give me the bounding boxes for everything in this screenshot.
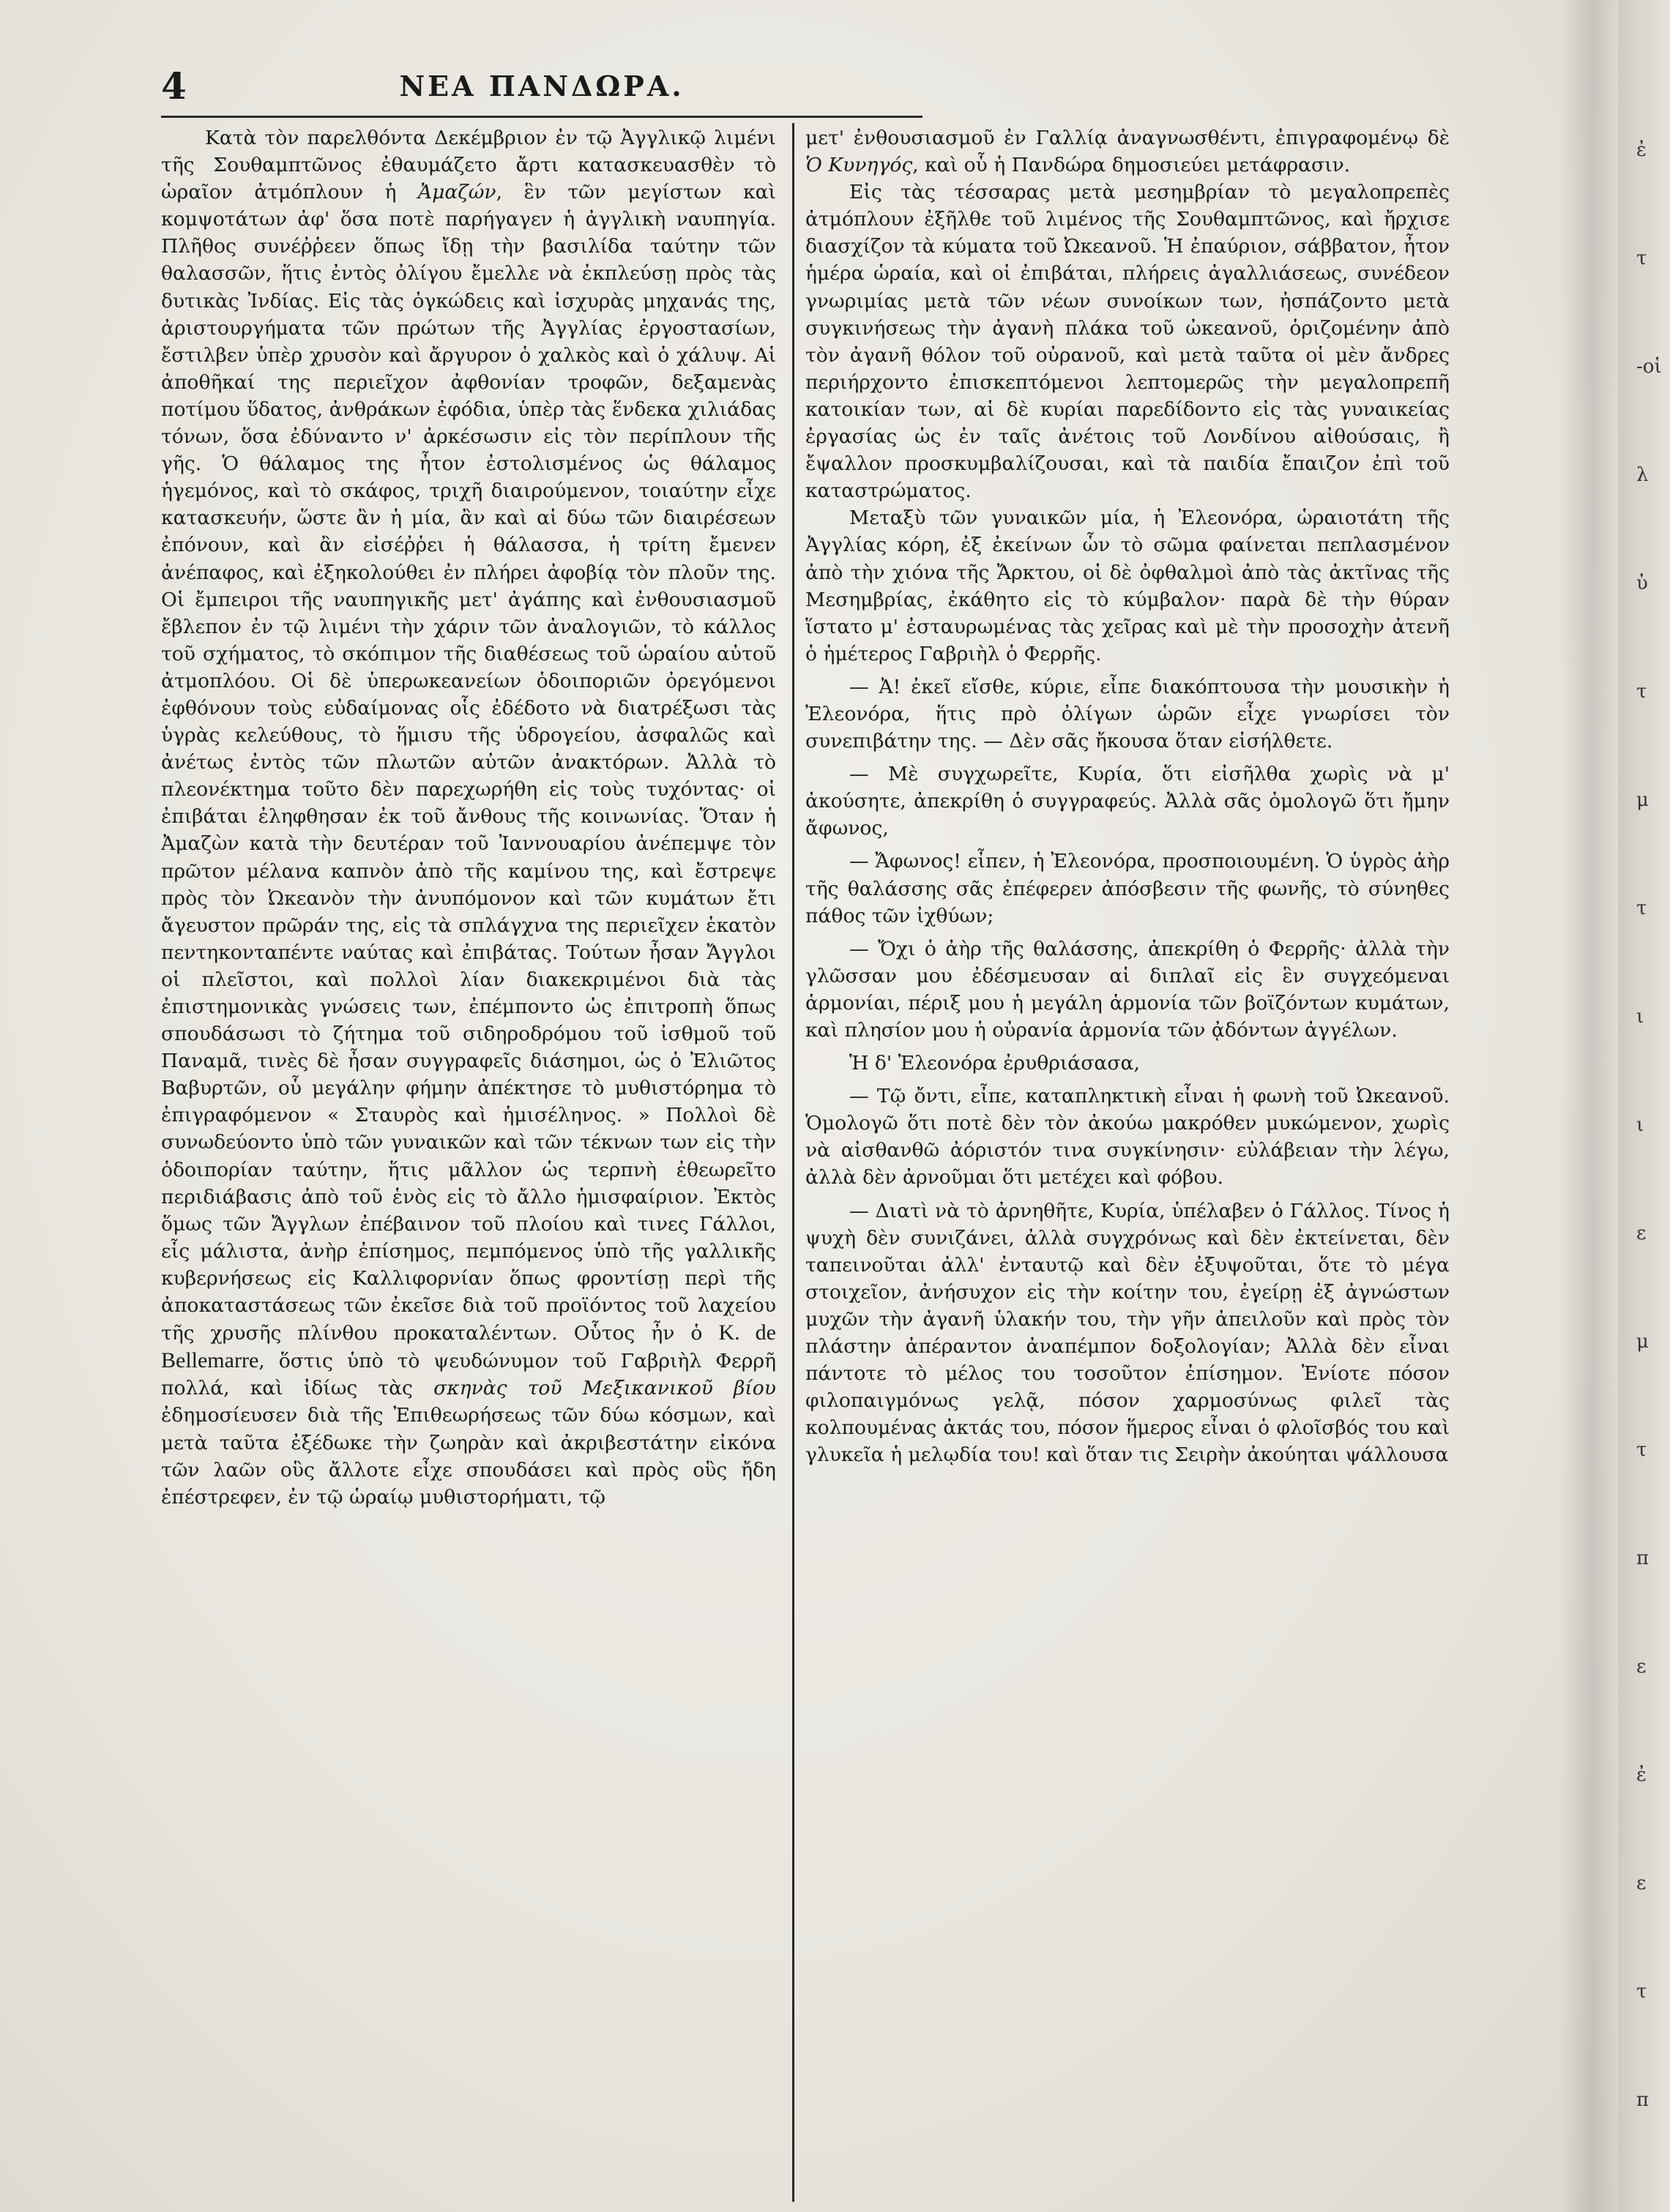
article-paragraph: Μεταξὺ τῶν γυναικῶν μία, ἡ Ἐλεονόρα, ὡραιοτάτη τῆς Ἀγγλίας κόρη, ἐξ ἐκείνων ὧν τὸ σῶμα φαίνεται πεπλασμένον ἀπὸ τὴν χιόνα τῆς Ἄρκτου, οἱ δὲ ὀφθαλμοὶ ἀπὸ τὰς ἀκτῖνας τῆς Μεσημβρίας, ἐκάθητο εἰς τὸ κύμβαλον· παρὰ δὲ τὴν θύραν ἵστατο μ' ἐσταυρωμένας τὰς χεῖρας καὶ μὲ τὴν προσοχὴν ἀτενῆ ὁ ἡμέτερος Γαβριὴλ ὁ Φερρῆς. [805, 507, 1450, 665]
adjacent-page-fragment: ι [1636, 1114, 1644, 1136]
dialog-paragraph: — Μὲ συγχωρεῖτε, Κυρία, ὅτι εἰσῆλθα χωρὶς νὰ μ' ἀκούσητε, ἀπεκρίθη ὁ συγγραφεύς. Ἀλλὰ σᾶς ὁμολογῶ ὅτι ἤμην ἄφωνος, [805, 763, 1450, 840]
text-run: μετ' ἐνθουσιασμοῦ ἐν Γαλλίᾳ ἀναγνωσθέντι, ἐπιγραφομένῳ δὲ [805, 127, 1450, 149]
dialog-paragraph: — Ἀ! ἐκεῖ εἴσθε, κύριε, εἶπε διακόπτουσα τὴν μουσικὴν ἡ Ἐλεονόρα, ἥτις πρὸ ὀλίγων ὡρῶν εἶχε γνωρίσει τὸν συνεπιβάτην της. — Δὲν σᾶς ἤκουσα ὅταν εἰσήλθετε. [805, 675, 1450, 753]
adjacent-page-fragment: ε [1636, 1872, 1647, 1894]
novel-title: Ὁ Κυνηγός [805, 154, 913, 177]
adjacent-page-fragment: λ [1636, 464, 1649, 486]
adjacent-page-fragment: τ [1636, 247, 1647, 269]
right-column [805, 124, 1450, 2203]
adjacent-page-fragment: τ [1636, 1981, 1647, 2003]
article-paragraph [805, 124, 1450, 179]
ship-name: Ἀμαζών [417, 181, 496, 204]
adjacent-page-fragment: ὑ [1636, 572, 1648, 594]
adjacent-page-fragment: ἐ [1636, 1764, 1647, 1786]
text-run: , ἓν τῶν μεγίστων καὶ κομψοτάτων ἀφ' ὅσα ποτὲ παρήγαγεν ἡ ἀγγλικὴ ναυπηγία. Πλῆθος συνέῤῥεεν ὅπως ἴδῃ τὴν βασιλίδα ταύτην τῶν θαλασσῶν, ἥτις ἐντὸς ὀλίγου ἔμελλε νὰ ἐκπλεύσῃ πρὸς τὰς δυτικὰς Ἰνδίας. Εἰς τὰς ὀγκώδεις καὶ ἰσχυρὰς μηχανάς της, ἀριστουργήματα τῶν πρώτων τῆς Ἀγγλίας ἐργοστασίων, ἔστιλβεν ὑπὲρ χρυσὸν καὶ ἄργυρον ὁ χαλκὸς καὶ ὁ χάλυψ. Αἱ ἀποθῆκαί της περιεῖχον ἀφθονίαν τροφῶν, δεξαμενὰς ποτίμου ὕδατος, ἀνθράκων ἐφόδια, ὑπὲρ τὰς ἕνδεκα χιλιάδας τόνων, ὅσα ἐδύναντο ν' ἀρκέσωσιν εἰς τὸν περίπλουν τῆς γῆς. Ὁ θάλαμος της ἦτον ἐστολισμένος ὡς θάλαμος ἡγεμόνος, καὶ τὸ σκάφος, τριχῆ διαιρούμενον, τοιαύτην εἶχε κατασκευήν, ὥστε ἂν ἡ μία, ἂν καὶ αἱ δύω τῶν διαιρέσεων ἐπόνουν, καὶ ἂν εἰσέῤῥει ἡ θάλασσα, ἡ τρίτη ἔμενεν ἀνέπαφος, καὶ ἐξηκολούθει ἐν πλήρει ἀφοβίᾳ τὸν πλοῦν της. Οἱ ἔμπειροι τῆς ναυπηγικῆς μετ' ἀγάπης καὶ ἐνθουσιασμοῦ ἔβλεπον ἐν τῷ λιμένι τὴν χάριν τῶν ἀναλογιῶν, τὸ κάλλος τοῦ σχήματος, τὸ σκόπιμον τῆς διαθέσεως τοῦ ὡραίου αὐτοῦ ἀτμοπλόου. Οἱ δὲ ὑπερωκεανείων ὁδοιποριῶν ὀρεγόμενοι ἐφθόνουν τοὺς εὐδαίμονας οἷς ἐδέδοτο νὰ διατρέξωσι τὰς ὑγρὰς κελεύθους, τὸ ἥμισυ τῆς ὑδρογείου, ἀσφαλῶς καὶ ἀνέτως ἐντὸς τῶν πλωτῶν αὐτῶν ἀνακτόρων. Ἀλλὰ τὸ πλεονέκτημα τοῦτο δὲν παρεχωρήθη εἰς τοὺς τυχόντας· οἱ ἐπιβάται ἐληφθησαν ἐκ τοῦ ἄνθους τῆς κοινωνίας. Ὅταν ἡ Ἀμαζὼν κατὰ τὴν δευτέραν τοῦ Ἰαννουαρίου ἀνέπεμψε τὸν πρῶτον μέλανα καπνὸν ἀπὸ τῆς καμίνου της, καὶ ἔστρεψε πρὸς τὸν Ὠκεανὸν τὴν ἀνυπόμονον καὶ τῶν κυμάτων ἔτι ἄγευστον πρῶράν της, εἰς τὰ σπλάγχνα της περιεῖχεν ἑκατὸν πεντηκονταπέντε ναύτας καὶ ἐπιβάτας. Τούτων ἦσαν Ἄγγλοι οἱ πλεῖστοι, καὶ πολλοὶ λίαν διακεκριμένοι διὰ τὰς ἐπιστημονικὰς γνώσεις των, ἐπέμποντο ὡς ἐπιτροπὴ ὅπως σπουδάσωσι τὸ ζήτημα τοῦ σιδηροδρόμου τοῦ ἰσθμοῦ τοῦ Παναμᾶ, τινὲς δὲ ἦσαν συγγραφεῖς διάσημοι, ὡς ὁ Ἐλιῶτος Βαβυρτῶν, οὗ μεγάλην φήμην ἀπέκτησε τὸ μυθιστόρημα τὸ ἐπιγραφόμενον « Σταυρὸς καὶ ἡμισέληνος. » Πολλοὶ δὲ συνωδεύοντο ὑπὸ τῶν γυναικῶν καὶ τῶν τέκνων των εἰς τὴν ὁδοιπορίαν ταύτην, ἥτις μᾶλλον ὡς τερπνὴ ἐθεωρεῖτο περιδιάβασις ἀπὸ τοῦ ἑνὸς εἰς τὸ ἄλλο ἡμισφαίριον. Ἐκτὸς ὅμως τῶν Ἄγγλων ἐπέβαινον τοῦ πλοίου καὶ τινες Γάλλοι, εἷς μάλιστα, ἀνὴρ ἐπίσημος, πεμπόμενος ὑπὸ τῆς γαλλικῆς κυβερνήσεως εἰς Καλλιφορνίαν ὅπως φροντίσῃ περὶ τῆς ἀποκαταστάσεως τῶν ἐκεῖσε διὰ τοῦ προϊόντος τοῦ λαχείου τῆς χρυσῆς πλίνθου προκαταλέντων. Οὗτος ἦν ὁ [161, 181, 776, 1345]
text-run: ἐδημοσίευσεν διὰ τῆς Ἐπιθεωρήσεως τῶν δύω κόσμων, καὶ μετὰ ταῦτα ἐξέδωκε τὴν ζωηρὰν καὶ ἀκριβεστάτην εἰκόνα τῶν λαῶν οὓς ἄλλοτε εἶχε σπουδάσει καὶ πρὸς οὓς ἤδη ἐπέστρεφεν, ἐν τῷ ὡραίῳ μυθιστορήματι, τῷ [161, 1404, 776, 1509]
article-paragraph [161, 124, 776, 1511]
adjacent-page-fragment: ἐ [1636, 139, 1647, 161]
adjacent-page-fragment: π [1636, 1547, 1650, 1569]
text-run: , ὅστις ὑπὸ τὸ ψευδώνυμον τοῦ Γαβριὴλ Φερρῆ πολλά, καὶ ἰδίως τὰς [161, 1350, 776, 1400]
dialog-paragraph: — Διατὶ νὰ τὸ ἀρνηθῆτε, Κυρία, ὑπέλαβεν ὁ Γάλλος. Τίνος ἡ ψυχὴ δὲν συνιζάνει, ἀλλὰ συγχρόνως καὶ δὲν ἐκτείνεται, δὲν ταπεινοῦται ἀλλ' ἐνταυτῷ καὶ δὲν ἐξυψοῦται, ὅτε τὸ μέγα στοιχεῖον, ἀνήσυχον εἰς τὴν κοίτην του, ἐγείρῃ ἐξ ἀγνώστων μυχῶν τὴν ἀγανῆ ὑλακήν του, τὴν γῆν ἀπειλοῦν καὶ πρὸς τὸν πλάστην ἀπέραντον ἀναπέμπον δοξολογίαν; Ἀλλὰ δὲν εἶναι πάντοτε τὸ μέλος του τοσοῦτον ἐπίσημον. Ἐνίοτε πόσον φιλοπαιγμόνως γελᾷ, πόσον χαρμοσύνως φιλεῖ τὰς κολπουμένας ἀκτάς του, πόσον ἥμερος εἶναι ὁ φλοῖσβός του καὶ γλυκεῖα ἡ μελῳδία του! καὶ ὅταν τις Σειρὴν ἀκούηται ψάλλουσα [805, 1199, 1450, 1467]
dialog-paragraph: — Ἄφωνος! εἶπεν, ἡ Ἐλεονόρα, προσποιουμένη. Ὁ ὑγρὸς ἀὴρ τῆς θαλάσσης σᾶς ἐπέφερεν ἀπόσβεσιν τῆς φωνῆς, τὸ σύνηθες πάθος τῶν ἰχθύων; [805, 850, 1450, 927]
work-title: σκηνὰς τοῦ Μεξικανικοῦ βίου [433, 1377, 776, 1400]
dialog-paragraph: Ἡ δ' Ἐλεονόρα ἐρυθριάσασα, [849, 1052, 1140, 1075]
adjacent-page-fragment: ι [1636, 1006, 1644, 1028]
adjacent-page-fragment: μ [1636, 1331, 1649, 1353]
adjacent-page-fragment: μ [1636, 789, 1649, 811]
author-name: K. de Bellemarre [161, 1320, 776, 1373]
page-header [161, 64, 922, 108]
adjacent-page-fragment: ε [1636, 1222, 1647, 1244]
header-rule [161, 116, 922, 118]
article-paragraph: Εἰς τὰς τέσσαρας μετὰ μεσημβρίαν τὸ μεγαλοπρεπὲς ἀτμόπλουν ἐξῆλθε τοῦ λιμένος τῆς Σουθαμπτῶνος, καὶ ἤρχισε διασχίζον τὰ κύματα τοῦ Ὠκεανοῦ. Ἡ ἐπαύριον, σάββατον, ἦτον ἡμέρα ὡραία, καὶ οἱ ἐπιβάται, πλήρεις ἀγαλλιάσεως, συνέδεον γνωριμίας μετὰ τῶν νέων συνοίκων των, ἠσπάζοντο μετὰ συγκινήσεως τὴν ἀγανὴ πλάκα τοῦ ὠκεανοῦ, ὁριζομένην ἀπὸ τὸν ἀγανῆ θόλον τοῦ οὐρανοῦ, καὶ μετὰ ταῦτα οἱ μὲν ἄνδρες περιήρχοντο ἐπισκεπτόμενοι λεπτομερῶς τὴν μεγαλοπρεπῆ κατοικίαν των, αἱ δὲ κυρίαι παρεδίδοντο εἰς τὰς γυναικείας ἐργασίας ὡς ἐν ταῖς ἀνέτοις τοῦ Λονδίνου αἰθούσαις, ἢ ἔψαλλον προσκυμβαλίζουσαι, καὶ τὰ παιδία ἔπαιζον ἐπὶ τοῦ καταστρώματος. [805, 181, 1450, 503]
column-divider [792, 123, 794, 2202]
adjacent-page-fragment: τ [1636, 897, 1647, 919]
text-run: Κατὰ τὸν παρελθόντα Δεκέμβριον ἐν τῷ Ἀγγλικῷ λιμένι τῆς Σουθαμπτῶνος ἐθαυμάζετο ἄρτι κατασκευασθὲν τὸ ὡραῖον ἀτμόπλουν ἡ [161, 127, 776, 204]
adjacent-page-fragment: τ [1636, 1439, 1647, 1461]
adjacent-page-fragment: τ [1636, 681, 1647, 703]
page-number: 4 [161, 64, 187, 108]
left-column [161, 124, 776, 2203]
text-run: , καὶ οὗ ἡ Πανδώρα δημοσιεύει μετάφρασιν. [912, 154, 1351, 177]
page-title: ΝΕΑ ΠΑΝΔΩΡΑ. [399, 70, 685, 102]
adjacent-page-fragment: -οἱ [1636, 356, 1662, 378]
dialog-paragraph: — Ὄχι ὁ ἀὴρ τῆς θαλάσσης, ἀπεκρίθη ὁ Φερρῆς· ἀλλὰ τὴν γλῶσσαν μου ἐδέσμευσαν αἱ διπλαῖ εἰς ἓν συγχεόμεναι ἁρμονίαι, πέριξ μου ἡ μεγάλη ἁρμονία τῶν βοϊζόντων κυμάτων, καὶ πλησίον μου ἡ οὐρανία ἁρμονία τῶν ᾀδόντων ἀγγέλων. [805, 937, 1450, 1042]
adjacent-page-fragment: ε [1636, 1656, 1647, 1678]
fold-shadow [1559, 0, 1625, 2212]
adjacent-page-fragment: π [1636, 2089, 1650, 2111]
dialog-paragraph: — Τῷ ὄντι, εἶπε, καταπληκτικὴ εἶναι ἡ φωνὴ τοῦ Ὠκεανοῦ. Ὁμολογῶ ὅτι ποτὲ δὲν τὸν ἀκούω μακρόθεν μυκώμενον, χωρὶς νὰ αἰσθανθῶ ἀόριστόν τινα συγκίνησιν· εὐλάβειαν τὴν λέγω, ἀλλὰ δὲν ἀρνοῦμαι ὅτι μετέχει καὶ φόβου. [805, 1085, 1450, 1189]
